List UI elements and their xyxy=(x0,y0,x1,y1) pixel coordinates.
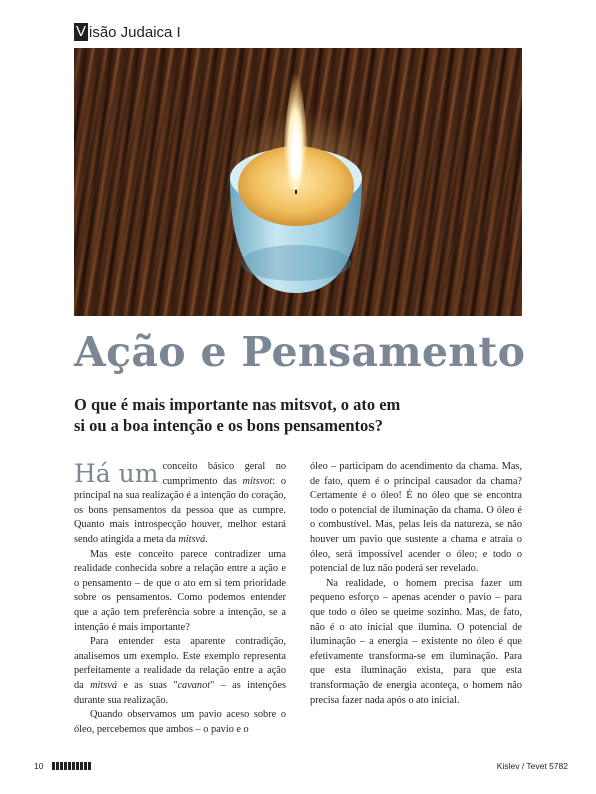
article-title: Ação e Pensamento xyxy=(74,328,526,376)
paragraph-text: conceito básico geral no cumprimento das xyxy=(162,461,286,487)
article-paragraph xyxy=(74,460,286,548)
article-column-right xyxy=(310,460,522,708)
paragraph-text: " – as intenções durante sua realização. xyxy=(74,679,286,706)
article-column-left xyxy=(74,460,286,737)
paragraph-text: e as suas " xyxy=(116,679,178,691)
article-paragraph: Na realidade, o homem precisa fazer um pequeno esforço – apenas acender o pavio – para que todo o óleo se queime sozinho. Mas, de fato, não é o ato inicial que ilumina. O potencial de iluminação – a energia – existente no óleo é que efetivamente transforma-se em iluminação. Para que esta iluminação exista, para que esta transformação de energia aconteça, o homem não precisa fazer nada após o ato inicial. xyxy=(310,577,522,706)
section-label-text: isão Judaica I xyxy=(89,23,181,41)
section-label xyxy=(74,23,181,41)
candle-photo xyxy=(74,48,522,316)
italic-term: mitsvá xyxy=(178,533,206,545)
italic-term: mitsvá xyxy=(90,679,117,691)
drop-cap: Há um xyxy=(74,459,159,488)
article-paragraph: Quando observamos um pavio aceso sobre o óleo, percebemos que ambos – o pavio e o xyxy=(74,709,286,735)
italic-term: mitsvot xyxy=(242,475,273,487)
article-paragraph xyxy=(74,635,286,708)
article-paragraph: Mas este conceito parece contradizer uma realidade conhecida sobre a relação entre a ação e o pensamento – de que o ato em si tem prioridade sobre os pensamentos. Como podemos entender que a ação tem preferência sobre a intenção, se a intenção é mais importante? xyxy=(74,548,286,633)
article-subtitle: O que é mais importante nas mitsvot, o ato em si ou a boa intenção e os bons pensamentos? xyxy=(74,395,401,435)
issue-date: Kislev / Tevet 5782 xyxy=(496,761,568,771)
magazine-logo xyxy=(52,762,92,770)
italic-term: cavanot xyxy=(177,679,211,691)
paragraph-text: Para entender esta aparente contradição, analisemos um exemplo. Este exemplo representa perfeitamente a realidade da relação entre a ação da xyxy=(74,636,286,691)
paragraph-text: . xyxy=(205,533,208,545)
candle-illustration xyxy=(74,48,522,316)
section-label-letter: V xyxy=(75,23,86,40)
article-paragraph: óleo – participam do acendimento da chama. Mas, de fato, quem é o principal causador da chama? Certamente é o óleo! É no óleo que se encontra todo o potencial de iluminação da chama. O óleo é o combustível. Mas, pelas leis da natureza, se não houver um pavio que sustente a chama e atraia o óleo, será impossível acender o óleo; e todo o potencial de luz não poderá ser revelado. xyxy=(310,461,522,575)
page-number: 10 xyxy=(34,761,44,771)
paragraph-text: : o principal na sua realização é a intenção do coração, os bons pensamentos da pessoa que as cumpre. Quanto mais introspecção houver, melhor estará sendo atingida a meta da xyxy=(74,475,287,545)
